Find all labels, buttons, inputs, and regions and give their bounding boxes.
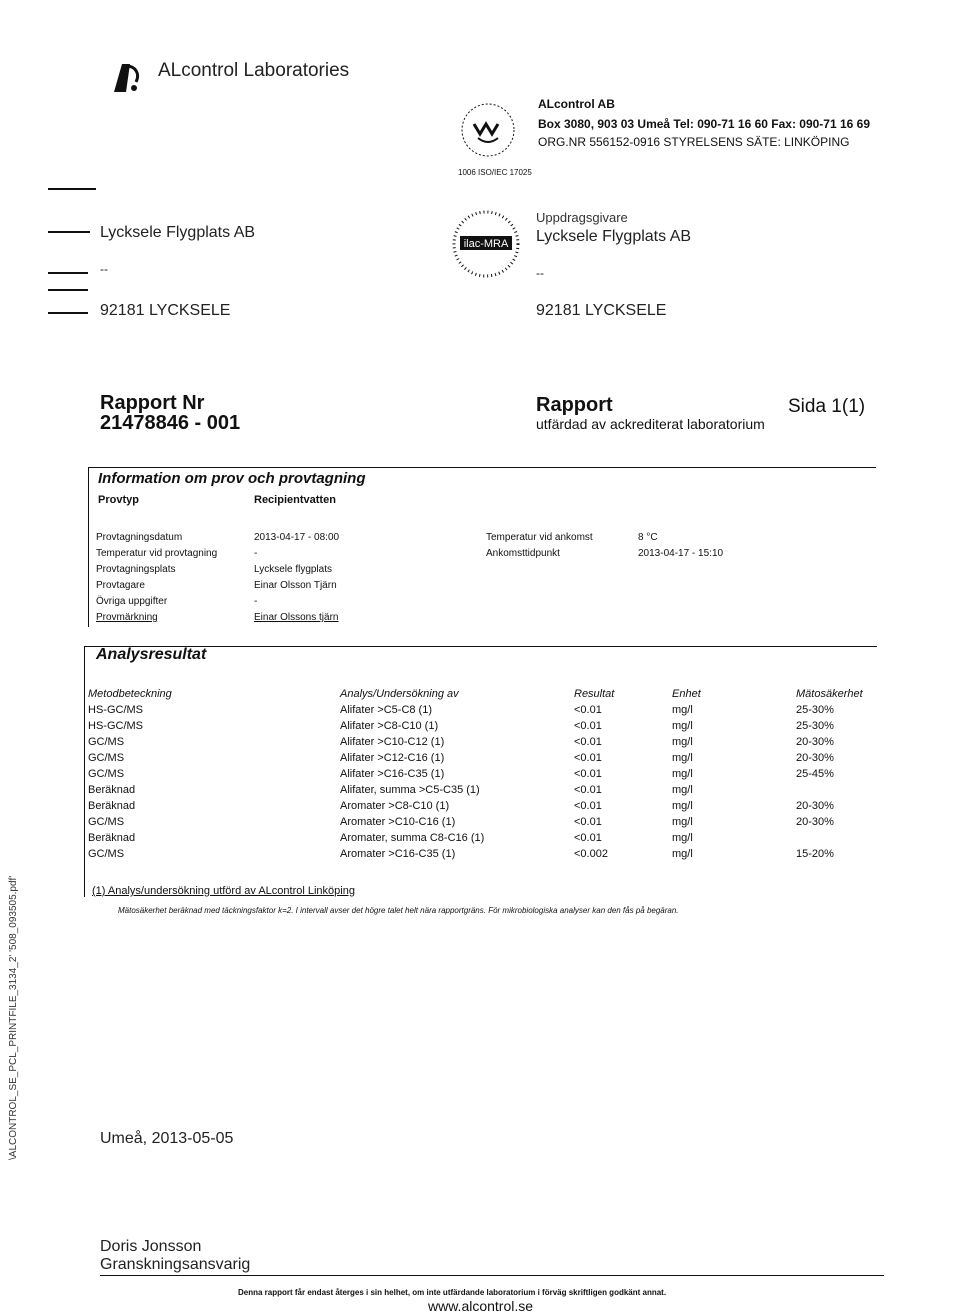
info-row	[96, 596, 496, 612]
cell-analysis: Alifater >C5-C8 (1)	[340, 704, 433, 716]
recipient-line2: --	[100, 262, 108, 276]
ilac-mra-text: ilac-MRA	[463, 238, 509, 250]
cell-method: GC/MS	[88, 752, 125, 764]
cell-unit: mg/l	[672, 800, 693, 812]
info-row	[486, 548, 806, 564]
recipient-city: 92181 LYCKSELE	[100, 302, 231, 319]
client-line2: --	[536, 266, 544, 280]
report-nr-label: Rapport Nr	[100, 392, 205, 414]
cell-analysis: Aromater >C10-C16 (1)	[340, 816, 456, 828]
cell-uncertainty: 20-30%	[796, 816, 834, 828]
edge-mark	[48, 289, 88, 291]
info-value: 2013-04-17 - 08:00	[254, 532, 340, 543]
info-row	[486, 532, 806, 548]
signer-name: Doris Jonsson	[100, 1238, 202, 1255]
info-label: Övriga uppgifter	[96, 596, 168, 607]
info-row	[96, 612, 496, 628]
signer-role: Granskningsansvarig	[100, 1256, 251, 1273]
cell-analysis: Alifater, summa >C5-C35 (1)	[340, 784, 480, 796]
cell-uncertainty: 20-30%	[796, 752, 834, 764]
edge-mark	[48, 231, 90, 233]
header-cell: Analys/Undersökning av	[340, 688, 459, 700]
cell-uncertainty: 25-30%	[796, 704, 834, 716]
info-left-rule	[88, 467, 89, 627]
provtyp-value: Recipientvatten	[254, 494, 336, 506]
table-row	[88, 766, 878, 782]
edge-mark	[48, 312, 88, 314]
cell-analysis: Alifater >C12-C16 (1)	[340, 752, 445, 764]
cell-result: <0.01	[574, 752, 602, 764]
client-label: Uppdragsgivare	[536, 210, 628, 225]
results-header-row	[88, 686, 878, 702]
disclaimer: Denna rapport får endast återges i sin helhet, om inte utfärdande laboratorium i förväg skriftligen godkänt annat.	[238, 1288, 667, 1297]
table-row	[88, 718, 878, 734]
info-label: Ankomsttidpunkt	[486, 548, 560, 559]
info-value: Einar Olsson Tjärn	[254, 580, 337, 591]
alcontrol-logo-icon	[106, 58, 146, 98]
info-left-list	[96, 532, 496, 628]
cell-uncertainty: 25-30%	[796, 720, 834, 732]
info-row	[96, 548, 496, 564]
lab-address: Box 3080, 903 03 Umeå Tel: 090-71 16 60 Fax: 090-71 16 69	[538, 117, 870, 131]
info-label: Provtagningsdatum	[96, 532, 183, 543]
brand-name: ALcontrol Laboratories	[158, 60, 350, 81]
recipient-name: Lycksele Flygplats AB	[100, 224, 256, 241]
table-row	[88, 798, 878, 814]
ilac-mra-seal-icon	[450, 208, 522, 280]
cell-unit: mg/l	[672, 848, 693, 860]
table-row	[88, 814, 878, 830]
cell-method: Beräknad	[88, 800, 136, 812]
cell-unit: mg/l	[672, 832, 693, 844]
info-value: Einar Olssons tjärn	[254, 612, 339, 623]
table-row	[88, 782, 878, 798]
header-cell: Mätosäkerhet	[796, 688, 863, 700]
cell-unit: mg/l	[672, 736, 693, 748]
cell-uncertainty: 20-30%	[796, 736, 834, 748]
table-row	[88, 830, 878, 846]
cell-result: <0.002	[574, 848, 608, 860]
cell-uncertainty	[796, 782, 878, 798]
cell-method: HS-GC/MS	[88, 704, 143, 716]
cell-uncertainty: 15-20%	[796, 848, 834, 860]
print-file-id: \ALCONTROL_SE_PCL_PRINTFILE_3134_2' '508_093505.pdf'	[8, 875, 19, 1160]
edge-mark	[48, 188, 96, 190]
info-top-rule	[88, 467, 876, 468]
table-row	[88, 750, 878, 766]
place-date: Umeå, 2013-05-05	[100, 1130, 234, 1147]
cell-method: GC/MS	[88, 768, 125, 780]
uncertainty-note: Mätosäkerhet beräknad med täckningsfaktor k=2. I intervall avser det högre talet helt nära rapportgräns. För mikrobiologiska analyser kan den fås på begäran.	[118, 906, 679, 915]
header-cell: Resultat	[574, 688, 615, 700]
cell-result: <0.01	[574, 800, 602, 812]
info-value: 8 °C	[638, 532, 658, 543]
cell-analysis: Aromater, summa C8-C16 (1)	[340, 832, 485, 844]
cell-uncertainty: 25-45%	[796, 768, 834, 780]
cell-result: <0.01	[574, 784, 602, 796]
info-label: Provtagningsplats	[96, 564, 176, 575]
swedac-seal-sub: 1006 ISO/IEC 17025	[458, 168, 532, 177]
edge-mark	[48, 272, 88, 274]
info-heading: Information om prov och provtagning	[98, 470, 366, 487]
cell-method: GC/MS	[88, 848, 125, 860]
cell-unit: mg/l	[672, 816, 693, 828]
cell-unit: mg/l	[672, 752, 693, 764]
cell-method: GC/MS	[88, 736, 125, 748]
website-link[interactable]: www.alcontrol.se	[428, 1298, 534, 1314]
cell-analysis: Alifater >C10-C12 (1)	[340, 736, 445, 748]
header-cell: Metodbeteckning	[88, 688, 172, 700]
results-table	[88, 686, 878, 862]
header-cell: Enhet	[672, 688, 701, 700]
report-nr-value: 21478846 - 001	[100, 412, 241, 434]
cell-analysis: Alifater >C16-C35 (1)	[340, 768, 445, 780]
table-row	[88, 846, 878, 862]
info-value: -	[254, 596, 258, 607]
info-value: Lycksele flygplats	[254, 564, 332, 575]
cell-result: <0.01	[574, 720, 602, 732]
client-city: 92181 LYCKSELE	[536, 302, 667, 319]
info-value: 2013-04-17 - 15:10	[638, 548, 724, 559]
cell-analysis: Alifater >C8-C10 (1)	[340, 720, 439, 732]
cell-method: Beräknad	[88, 832, 136, 844]
info-label: Temperatur vid ankomst	[486, 532, 593, 543]
table-row	[88, 702, 878, 718]
cell-unit: mg/l	[672, 784, 693, 796]
provtyp-label: Provtyp	[98, 494, 139, 506]
cell-result: <0.01	[574, 768, 602, 780]
cell-uncertainty: 20-30%	[796, 800, 834, 812]
lab-org: ORG.NR 556152-0916 STYRELSENS SÄTE: LINKÖPING	[538, 135, 850, 149]
cell-method: GC/MS	[88, 816, 125, 828]
lab-name: ALcontrol AB	[538, 97, 615, 111]
cell-result: <0.01	[574, 704, 602, 716]
report-subtitle: utfärdad av ackrediterat laboratorium	[536, 416, 765, 432]
cell-analysis: Aromater >C8-C10 (1)	[340, 800, 450, 812]
cell-uncertainty	[796, 830, 878, 846]
cell-result: <0.01	[574, 816, 602, 828]
info-label: Provmärkning	[96, 612, 158, 623]
report-title: Rapport	[536, 394, 613, 416]
cell-unit: mg/l	[672, 768, 693, 780]
info-row	[96, 564, 496, 580]
cell-analysis: Aromater >C16-C35 (1)	[340, 848, 456, 860]
info-value: -	[254, 548, 258, 559]
info-right-list	[486, 532, 806, 564]
footer-rule	[100, 1275, 884, 1276]
client-name: Lycksele Flygplats AB	[536, 228, 692, 245]
cell-unit: mg/l	[672, 720, 693, 732]
table-row	[88, 734, 878, 750]
analysis-heading: Analysresultat	[96, 646, 207, 663]
cell-result: <0.01	[574, 832, 602, 844]
cell-method: HS-GC/MS	[88, 720, 143, 732]
analysis-footnote: (1) Analys/undersökning utförd av ALcontrol Linköping	[92, 885, 355, 897]
page-number: Sida 1(1)	[788, 396, 866, 417]
cell-result: <0.01	[574, 736, 602, 748]
info-row	[96, 580, 496, 596]
cell-unit: mg/l	[672, 704, 693, 716]
info-row	[96, 532, 496, 548]
info-label: Temperatur vid provtagning	[96, 548, 218, 559]
cell-method: Beräknad	[88, 784, 136, 796]
info-label: Provtagare	[96, 580, 145, 591]
